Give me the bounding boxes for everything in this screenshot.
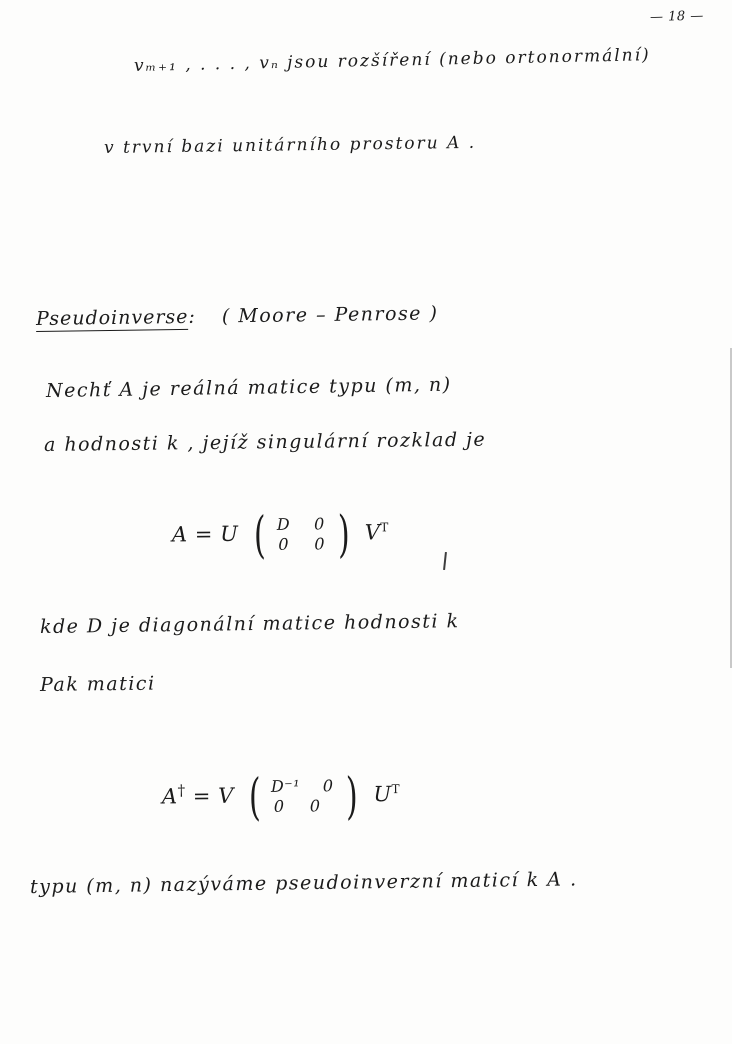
equation-pseudoinverse	[161, 766, 401, 827]
matrix-cell: D	[276, 514, 291, 534]
stray-pen-mark	[443, 552, 447, 570]
dagger-icon: †	[177, 781, 186, 800]
section-heading-colon: :	[188, 305, 197, 328]
handwritten-line-4: a hodnosti k , jejíž singulární rozklad je	[43, 428, 487, 456]
handwritten-line-3: Nechť A je reálná matice typu (m, n)	[45, 373, 452, 402]
handwritten-line-2: v trvní bazi unitárního prostoru A .	[103, 132, 477, 158]
equation-svd-lhs: A	[171, 522, 188, 547]
equation-pseudoinverse-left-factor: V	[218, 783, 234, 808]
matrix-cell: 0	[273, 796, 285, 816]
matrix-cell: 0	[278, 534, 290, 554]
handwritten-line-1: vₘ₊₁ , . . . , vₙ jsou rozšíření (nebo ortonormální)	[133, 45, 651, 76]
matrix-cell: 0	[314, 514, 325, 534]
matrix-cell: 0	[309, 796, 321, 816]
equation-svd-right-factor: V	[364, 520, 381, 545]
handwritten-line-7: typu (m, n) nazýváme pseudoinverzní maticí k A .	[29, 868, 578, 898]
equation-pseudoinverse-transpose: T	[391, 782, 401, 797]
section-heading-attribution: ( Moore – Penrose )	[221, 302, 439, 328]
section-heading	[36, 302, 439, 330]
equation-pseudoinverse-right-factor: U	[373, 782, 392, 807]
equation-pseudoinverse-matrix	[247, 766, 361, 827]
matrix-cell: 0	[314, 534, 326, 554]
page-number: — 18 —	[649, 8, 705, 25]
equation-svd-matrix	[251, 505, 351, 565]
handwritten-line-5: kde D je diagonální matice hodnosti k	[39, 610, 460, 638]
matrix-cell: 0	[322, 776, 334, 796]
section-heading-title: Pseudoinverse	[35, 305, 189, 330]
equation-svd-left-factor: U	[220, 521, 239, 546]
handwritten-line-6: Pak matici	[39, 672, 156, 696]
equation-svd-equals: =	[194, 522, 214, 547]
equation-pseudoinverse-lhs: A	[161, 784, 178, 809]
equation-pseudoinverse-equals: =	[192, 783, 212, 809]
equation-svd	[171, 505, 389, 565]
equation-svd-transpose: T	[380, 520, 389, 535]
matrix-cell: D⁻¹	[270, 776, 301, 796]
